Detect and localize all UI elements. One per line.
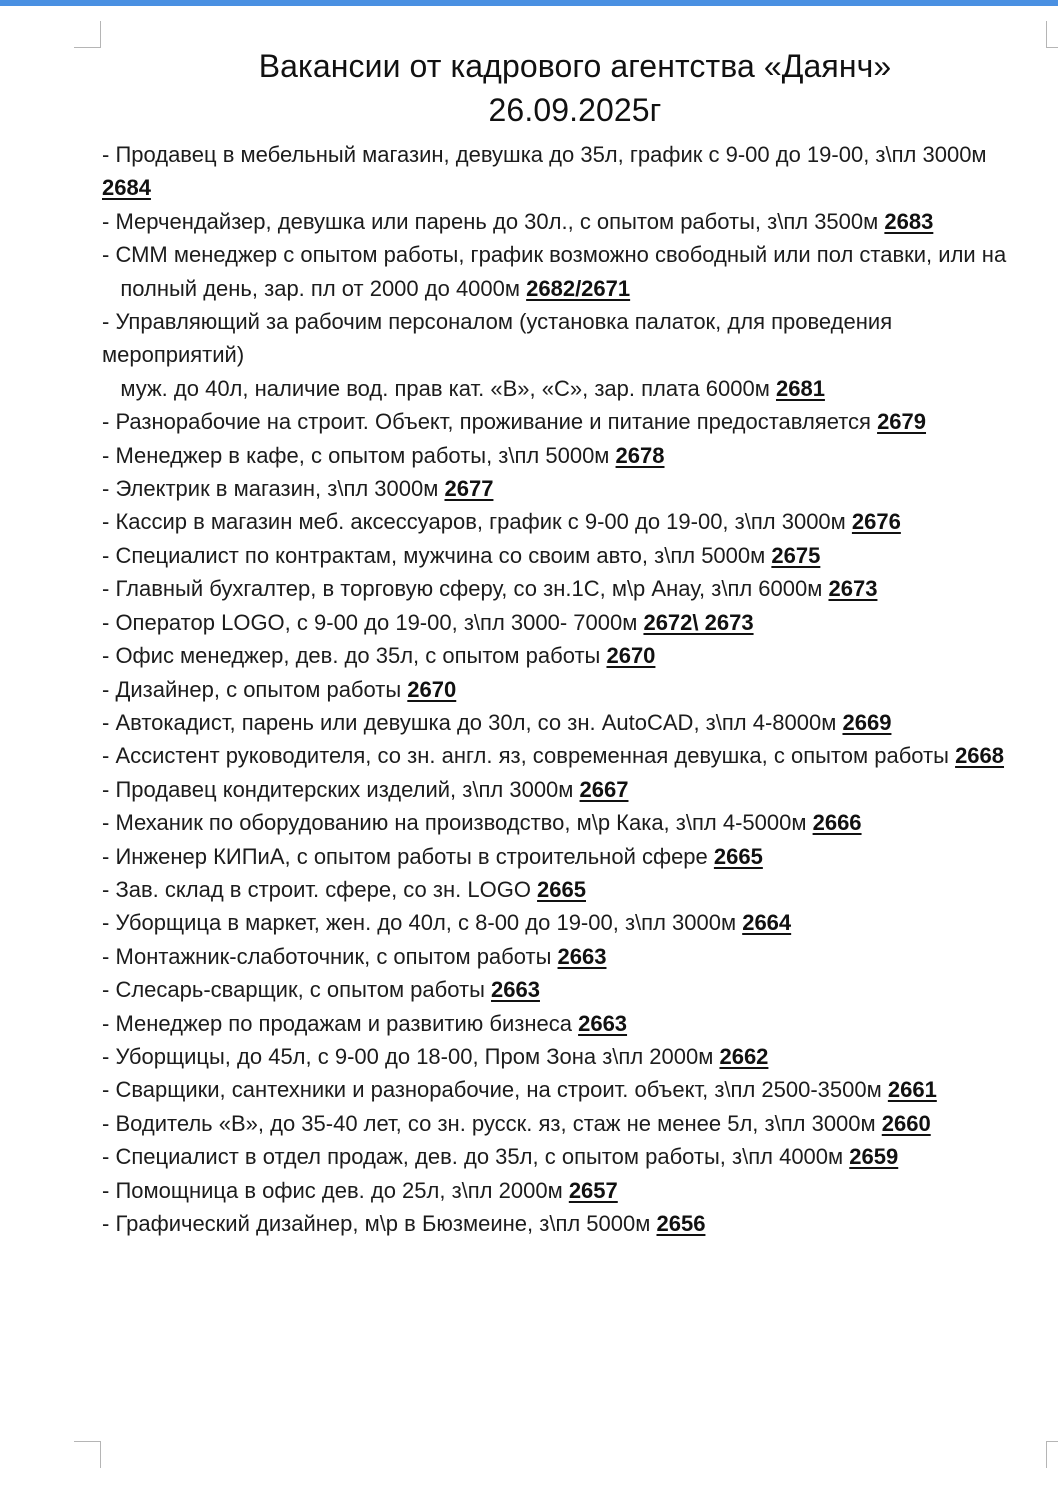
vacancy-item xyxy=(102,1140,1040,1173)
vacancy-text: - Продавец кондитерских изделий, з\пл 3000м xyxy=(102,776,580,802)
vacancy-code: 2663 xyxy=(491,977,540,1003)
vacancy-text: - Дизайнер, с опытом работы xyxy=(102,676,408,702)
vacancy-item xyxy=(102,539,1040,572)
vacancy-text: - Слесарь-сварщик, с опытом работы xyxy=(102,977,492,1003)
vacancy-item xyxy=(102,1207,1040,1240)
vacancy-item xyxy=(102,439,1040,472)
vacancy-code: 2659 xyxy=(849,1144,899,1170)
vacancy-text: - Электрик в магазин, з\пл 3000м xyxy=(102,476,445,502)
vacancy-code: 2657 xyxy=(568,1177,618,1203)
vacancy-text-continued-label: полный день, зар. пл от 2000 до 4000м xyxy=(102,275,527,301)
vacancy-item xyxy=(102,1007,1040,1040)
page-corner-mark-top-right xyxy=(1046,21,1058,48)
vacancy-text: - Механик по оборудованию на производство, м\р Кака, з\пл 4-5000м xyxy=(102,810,813,836)
vacancy-item xyxy=(102,906,1040,939)
vacancy-code: 2679 xyxy=(877,409,927,435)
vacancy-code: 2676 xyxy=(851,509,901,535)
vacancy-text: - Менеджер в кафе, с опытом работы, з\пл 5000м xyxy=(102,442,616,468)
vacancy-item xyxy=(102,606,1040,639)
vacancy-list xyxy=(102,138,1040,1240)
vacancy-code: 2681 xyxy=(775,375,825,401)
top-accent-bar xyxy=(0,0,1058,6)
vacancy-item xyxy=(102,773,1040,806)
document-title: Вакансии от кадрового агентства «Даянч» xyxy=(258,48,892,84)
vacancy-code: 2675 xyxy=(771,542,821,568)
vacancy-text: - Менеджер по продажам и развитию бизнеса xyxy=(102,1010,579,1036)
vacancy-text: - Монтажник-слаботочник, с опытом работы xyxy=(102,943,558,969)
vacancy-item xyxy=(102,639,1040,672)
vacancy-text-continued xyxy=(102,272,1040,305)
vacancy-code: 2669 xyxy=(842,709,892,735)
vacancy-text: - СММ менеджер с опытом работы, график возможно свободный или пол ставки, или на xyxy=(102,242,1007,268)
vacancy-text: - Уборщицы, до 45л, с 9-00 до 18-00, Пром Зона з\пл 2000м xyxy=(102,1043,720,1069)
vacancy-text: - Помощница в офис дев. до 25л, з\пл 2000м xyxy=(102,1177,569,1203)
vacancy-text: - Мерчендайзер, девушка или парень до 30л., с опытом работы, з\пл 3500м xyxy=(102,208,885,234)
vacancy-code: 2682/2671 xyxy=(526,275,631,301)
vacancy-code: 2667 xyxy=(579,776,629,802)
vacancy-code: 2663 xyxy=(557,943,607,969)
vacancy-code: 2665 xyxy=(713,843,763,869)
vacancy-code: 2673 xyxy=(828,576,878,602)
page-corner-mark-bottom-right xyxy=(1046,1441,1058,1468)
vacancy-item xyxy=(102,873,1040,906)
vacancy-code: 2684 xyxy=(102,175,151,201)
vacancy-code: 2683 xyxy=(884,208,934,234)
vacancy-item xyxy=(102,305,1040,405)
vacancy-item xyxy=(102,1107,1040,1140)
vacancy-text: - Графический дизайнер, м\р в Бюзмеине, з\пл 5000м xyxy=(102,1211,657,1236)
vacancy-text: - Специалист в отдел продаж, дев. до 35л, с опытом работы, з\пл 4000м xyxy=(102,1144,850,1170)
vacancy-text: - Офис менеджер, дев. до 35л, с опытом работы xyxy=(102,643,607,669)
vacancy-text: - Водитель «В», до 35-40 лет, со зн. русск. яз, стаж не менее 5л, з\пл 3000м xyxy=(102,1110,882,1136)
vacancy-text: - Уборщица в маркет, жен. до 40л, с 8-00 до 19-00, з\пл 3000м xyxy=(102,910,743,936)
vacancy-item xyxy=(102,673,1040,706)
vacancy-code: 2663 xyxy=(578,1010,628,1036)
vacancy-text: - Кассир в магазин меб. аксессуаров, график с 9-00 до 19-00, з\пл 3000м xyxy=(102,509,852,535)
page-corner-mark-bottom-left xyxy=(74,1441,101,1468)
vacancy-item xyxy=(102,840,1040,873)
vacancy-code: 2664 xyxy=(742,910,792,936)
vacancy-text-continued xyxy=(102,372,1040,405)
vacancy-text: - Главный бухгалтер, в торговую сферу, со зн.1С, м\р Анау, з\пл 6000м xyxy=(102,576,829,602)
vacancy-text: - Оператор LOGO, с 9-00 до 19-00, з\пл 3000- 7000м xyxy=(102,609,644,635)
vacancy-code: 2665 xyxy=(537,876,586,902)
vacancy-code: 2678 xyxy=(615,442,665,468)
vacancy-code: 2666 xyxy=(812,810,862,836)
vacancy-item xyxy=(102,572,1040,605)
vacancy-code: 2670 xyxy=(606,643,656,669)
vacancy-text: - Автокадист, парень или девушка до 30л, со зн. AutoCAD, з\пл 4-8000м xyxy=(102,709,843,735)
vacancy-item xyxy=(102,806,1040,839)
vacancy-item xyxy=(102,472,1040,505)
vacancy-item xyxy=(102,739,1040,772)
vacancy-code: 2670 xyxy=(407,676,457,702)
vacancy-text: - Инженер КИПиА, с опытом работы в строительной сфере xyxy=(102,843,714,869)
vacancy-text-continued-label: муж. до 40л, наличие вод. прав кат. «В», «С», зар. плата 6000м xyxy=(102,375,776,401)
vacancy-code: 2660 xyxy=(881,1110,931,1136)
vacancy-text: - Ассистент руководителя, со зн. англ. яз, современная девушка, с опытом работы xyxy=(102,743,956,769)
vacancy-code: 2662 xyxy=(719,1043,769,1069)
page-corner-mark-top-left xyxy=(74,21,101,48)
vacancy-code: 2661 xyxy=(887,1077,937,1103)
vacancy-item xyxy=(102,505,1040,538)
vacancy-item xyxy=(102,1174,1040,1207)
vacancy-item xyxy=(102,973,1040,1006)
vacancy-item xyxy=(102,940,1040,973)
vacancy-item xyxy=(102,1040,1040,1073)
vacancy-item xyxy=(102,205,1040,238)
vacancy-code: 2672\ 2673 xyxy=(643,609,754,635)
vacancy-text: - Разнорабочие на строит. Объект, проживание и питание предоставляется xyxy=(102,409,878,435)
vacancy-item xyxy=(102,238,1040,305)
vacancy-code: 2668 xyxy=(955,743,1005,769)
vacancy-item xyxy=(102,138,1040,205)
vacancy-text: - Специалист по контрактам, мужчина со своим авто, з\пл 5000м xyxy=(102,542,772,568)
vacancy-item xyxy=(102,1073,1040,1106)
vacancy-item xyxy=(102,405,1040,438)
vacancy-text: - Зав. склад в строит. сфере, со зн. LOGO xyxy=(102,876,538,902)
vacancy-text: - Управляющий за рабочим персоналом (установка палаток, для проведения мероприятий) xyxy=(102,309,899,368)
vacancy-code: 2656 xyxy=(656,1211,706,1236)
document-date: 26.09.2025г xyxy=(488,92,662,128)
vacancy-text: - Сварщики, сантехники и разнорабочие, на строит. объект, з\пл 2500-3500м xyxy=(102,1077,888,1103)
vacancy-text: - Продавец в мебельный магазин, девушка до 35л, график с 9-00 до 19-00, з\пл 3000м xyxy=(102,142,993,167)
vacancy-code: 2677 xyxy=(444,476,494,502)
vacancy-item xyxy=(102,706,1040,739)
